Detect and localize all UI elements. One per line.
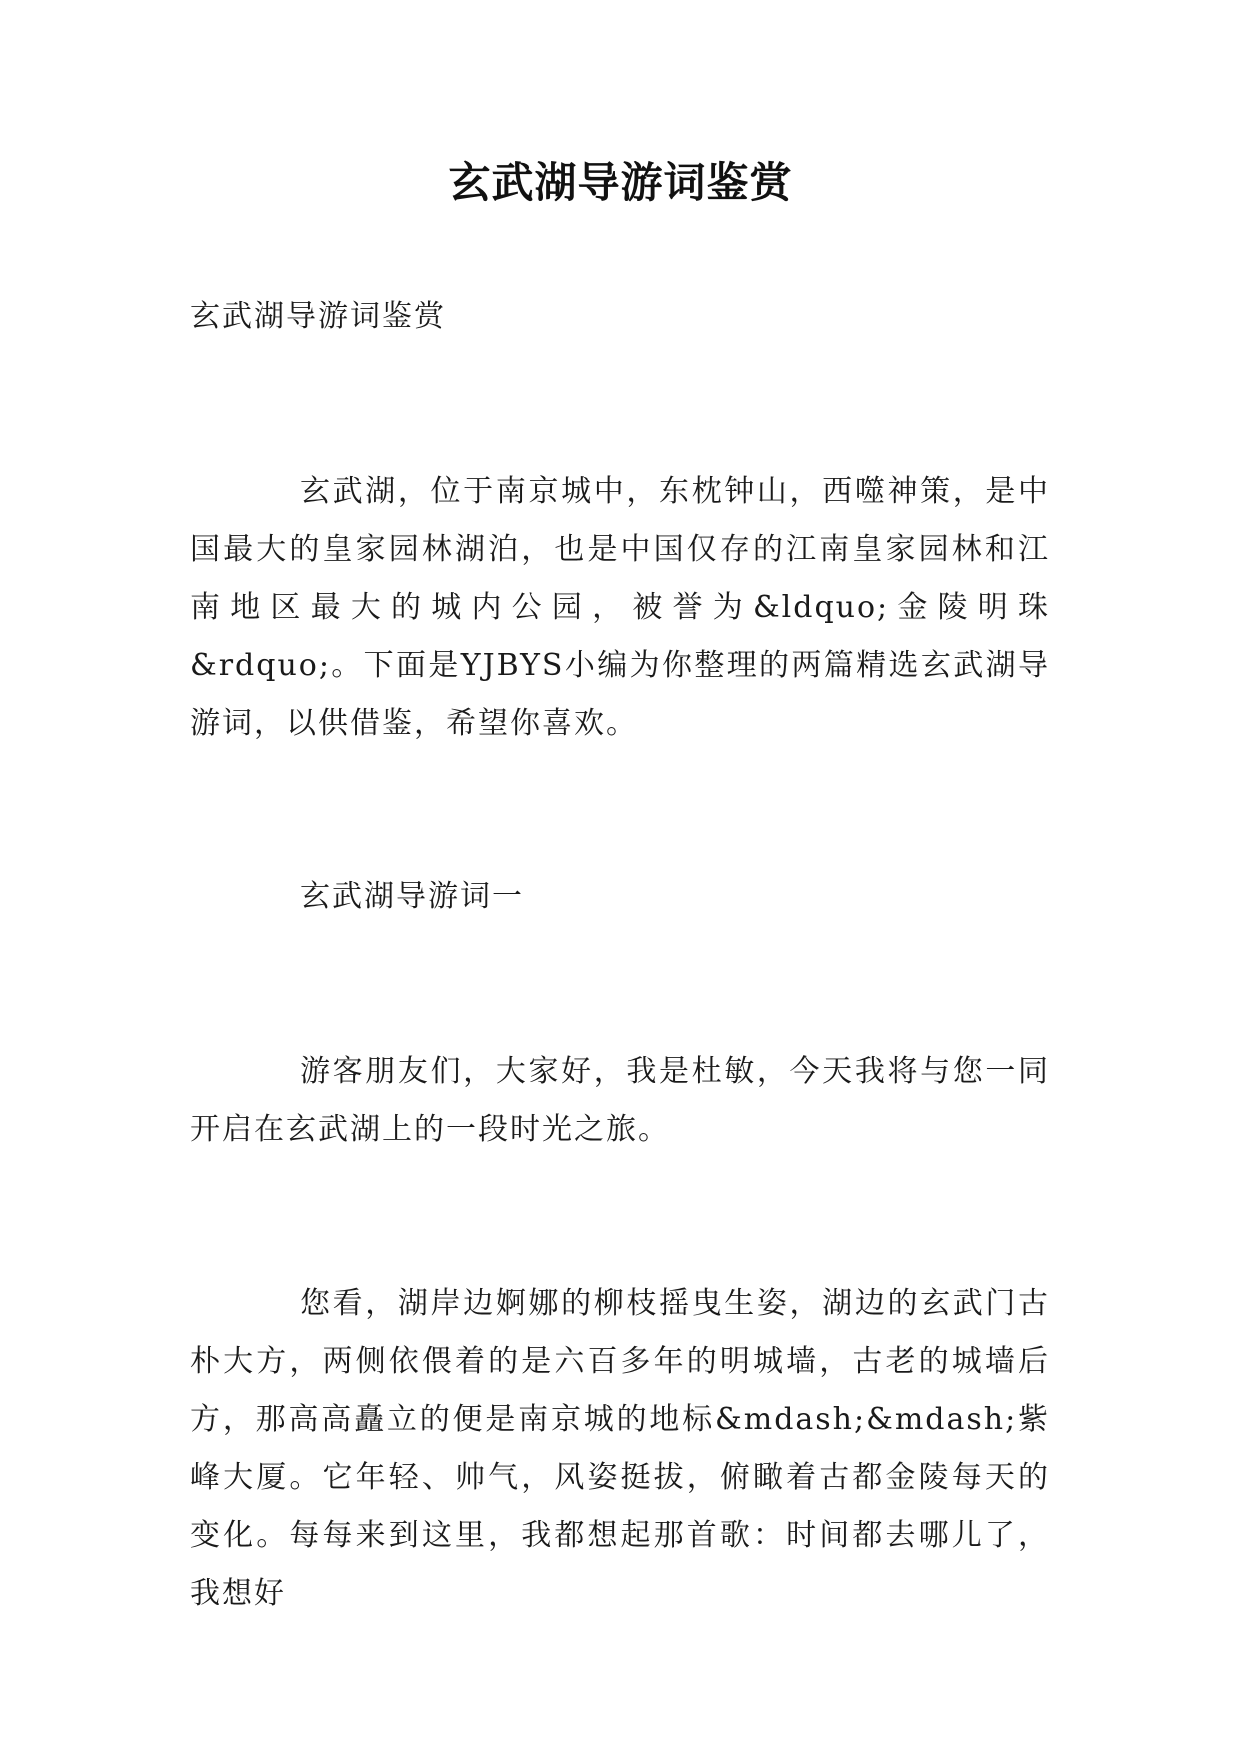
- document-subtitle: 玄武湖导游词鉴赏: [190, 299, 446, 334]
- body-paragraph: 游客朋友们，大家好，我是杜敏，今天我将与您一同开启在玄武湖上的一段时光之旅。: [190, 1054, 1050, 1147]
- intro-paragraph: 玄武湖，位于南京城中，东枕钟山，西噬神策，是中国最大的皇家园林湖泊，也是中国仅存的江南皇家园林和江南地区最大的城内公园，被誉为&ldquo;金陵明珠&rdquo;。下面是YJBYS小编为你整理的两篇精选玄武湖导游词，以供借鉴，希望你喜欢。: [190, 474, 1050, 741]
- body-paragraph: 您看，湖岸边婀娜的柳枝摇曳生姿，湖边的玄武门古朴大方，两侧依偎着的是六百多年的明城墙，古老的城墙后方，那高高矗立的便是南京城的地标&mdash;&mdash;紫峰大厦。它年轻、帅气，风姿挺拔，俯瞰着古都金陵每天的变化。每每来到这里，我都想起那首歌：时间都去哪儿了，我想好: [190, 1286, 1050, 1611]
- section-heading: 玄武湖导游词一: [300, 879, 524, 914]
- page-title: 玄武湖导游词鉴赏: [448, 158, 793, 207]
